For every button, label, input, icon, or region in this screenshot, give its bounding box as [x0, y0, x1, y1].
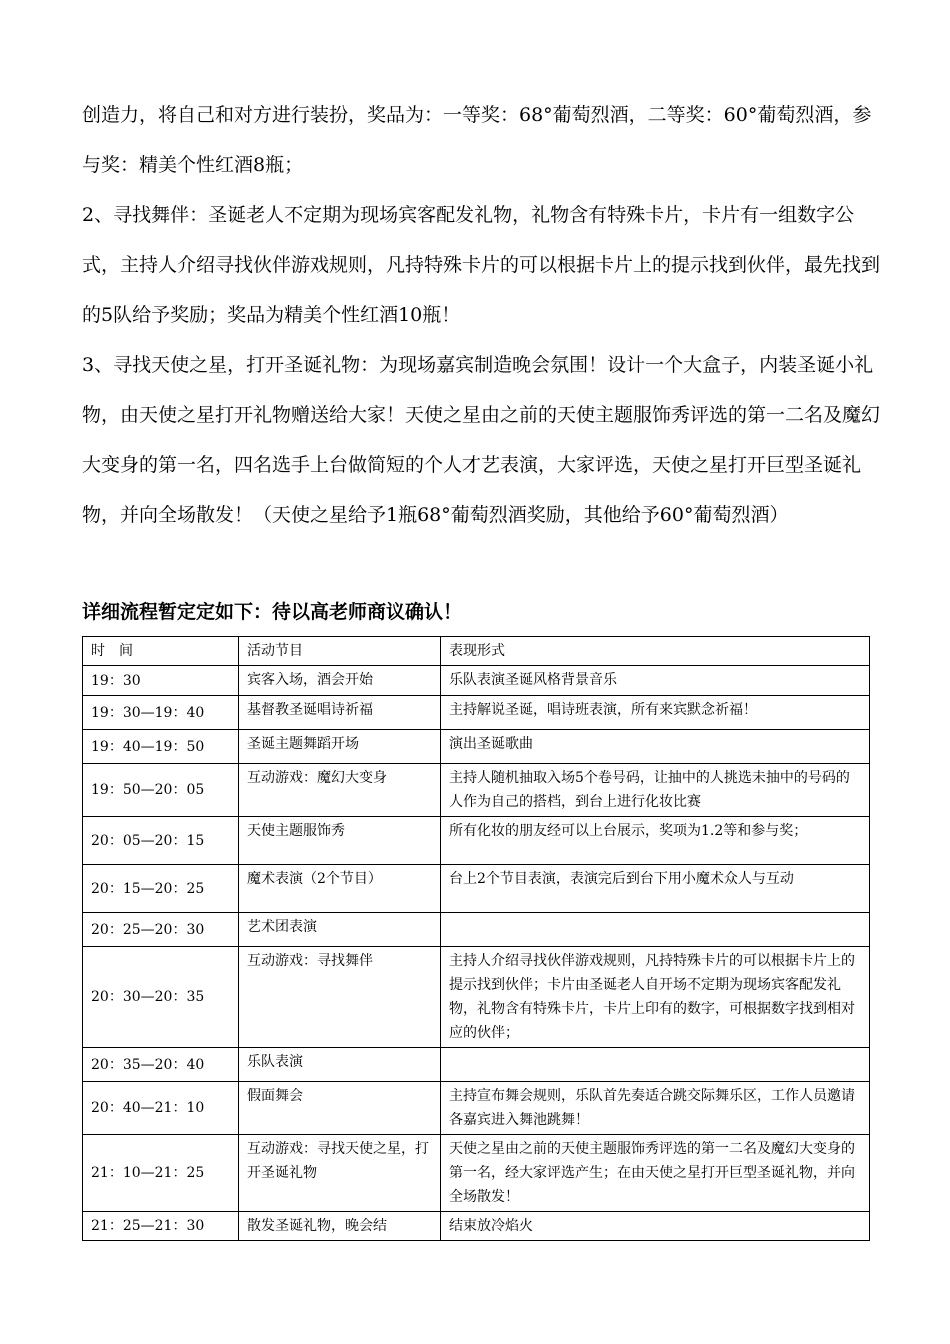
- cell-time: 19：30—19：40: [83, 696, 239, 730]
- cell-form: 所有化妆的朋友经可以上台展示，奖项为1.2等和参与奖；: [441, 817, 870, 865]
- cell-form: 演出圣诞歌曲: [441, 730, 870, 764]
- table-row: [83, 1082, 870, 1135]
- cell-program: 乐队表演: [239, 1048, 441, 1082]
- table-row: [83, 913, 870, 947]
- table-row: [83, 1048, 870, 1082]
- cell-time: 20：15—20：25: [83, 865, 239, 913]
- schedule-body: [83, 666, 870, 1241]
- cell-program: 散发圣诞礼物，晚会结: [239, 1212, 441, 1241]
- cell-form: 结束放冷焰火: [441, 1212, 870, 1241]
- cell-time: 19：40—19：50: [83, 730, 239, 764]
- cell-time: 20：40—21：10: [83, 1082, 239, 1135]
- table-row: [83, 1212, 870, 1241]
- cell-form: 主持解说圣诞，唱诗班表演，所有来宾默念祈福！: [441, 696, 870, 730]
- cell-program: 天使主题服饰秀: [239, 817, 441, 865]
- cell-program: 互动游戏：寻找天使之星，打开圣诞礼物: [239, 1135, 441, 1212]
- table-row: [83, 666, 870, 696]
- paragraph-find-partner: 2、寻找舞伴：圣诞老人不定期为现场宾客配发礼物，礼物含有特殊卡片，卡片有一组数字公式，主持人介绍寻找伙伴游戏规则，凡持特殊卡片的可以根据卡片上的提示找到伙伴，最先找到的5队给予奖励；奖品为精美个性红酒10瓶！: [82, 204, 881, 326]
- cell-form: 乐队表演圣诞风格背景音乐: [441, 666, 870, 696]
- cell-program: 互动游戏：魔幻大变身: [239, 764, 441, 817]
- cell-program: 艺术团表演: [239, 913, 441, 947]
- cell-program: 假面舞会: [239, 1082, 441, 1135]
- cell-program: 基督教圣诞唱诗祈福: [239, 696, 441, 730]
- cell-form: 台上2个节目表演，表演完后到台下用小魔术众人与互动: [441, 865, 870, 913]
- cell-form: 天使之星由之前的天使主题服饰秀评选的第一二名及魔幻大变身的第一名，经大家评选产生；在由天使之星打开巨型圣诞礼物，并向全场散发！: [441, 1135, 870, 1212]
- table-row: [83, 865, 870, 913]
- paragraph-angel-star: 3、寻找天使之星，打开圣诞礼物：为现场嘉宾制造晚会氛围！设计一个大盒子，内装圣诞小礼物，由天使之星打开礼物赠送给大家！天使之星由之前的天使主题服饰秀评选的第一二名及魔幻大变身的第一名，四名选手上台做简短的个人才艺表演，大家评选，天使之星打开巨型圣诞礼物，并向全场散发！（天使之星给予1瓶68°葡萄烈酒奖励，其他给予60°葡萄烈酒）: [82, 354, 881, 526]
- paragraph-prizes: 创造力，将自己和对方进行装扮，奖品为：一等奖：68°葡萄烈酒，二等奖：60°葡萄烈酒，参与奖：精美个性红酒8瓶；: [82, 104, 872, 176]
- table-row: [83, 1135, 870, 1212]
- cell-time: 20：35—20：40: [83, 1048, 239, 1082]
- header-form: 表现形式: [441, 637, 870, 666]
- schedule-table: [82, 636, 870, 1241]
- cell-program: 互动游戏：寻找舞伴: [239, 947, 441, 1048]
- header-time: 时 间: [83, 637, 239, 666]
- cell-form: 主持人随机抽取入场5个卷号码，让抽中的人挑选未抽中的号码的人作为自己的搭档，到台上进行化妆比赛: [441, 764, 870, 817]
- cell-program: 宾客入场，酒会开始: [239, 666, 441, 696]
- cell-program: 圣诞主题舞蹈开场: [239, 730, 441, 764]
- cell-time: 21：10—21：25: [83, 1135, 239, 1212]
- table-row: [83, 947, 870, 1048]
- schedule-heading: 详细流程暂定定如下：待以高老师商议确认！: [82, 601, 463, 623]
- cell-form: [441, 913, 870, 947]
- cell-form: 主持宣布舞会规则，乐队首先奏适合跳交际舞乐区，工作人员邀请各嘉宾进入舞池跳舞！: [441, 1082, 870, 1135]
- cell-time: 19：50—20：05: [83, 764, 239, 817]
- cell-time: 21：25—21：30: [83, 1212, 239, 1241]
- cell-form: [441, 1048, 870, 1082]
- table-row: [83, 817, 870, 865]
- table-row: [83, 696, 870, 730]
- cell-time: 20：05—20：15: [83, 817, 239, 865]
- table-header-row: [83, 637, 870, 666]
- cell-form: 主持人介绍寻找伙伴游戏规则，凡持特殊卡片的可以根据卡片上的提示找到伙伴；卡片由圣诞老人自开场不定期为现场宾客配发礼物，礼物含有特殊卡片，卡片上印有的数字，可根据数字找到相对应的伙伴；: [441, 947, 870, 1048]
- cell-time: 20：25—20：30: [83, 913, 239, 947]
- cell-time: 19：30: [83, 666, 239, 696]
- table-row: [83, 764, 870, 817]
- table-row: [83, 730, 870, 764]
- cell-program: 魔术表演（2个节目）: [239, 865, 441, 913]
- header-program: 活动节目: [239, 637, 441, 666]
- cell-time: 20：30—20：35: [83, 947, 239, 1048]
